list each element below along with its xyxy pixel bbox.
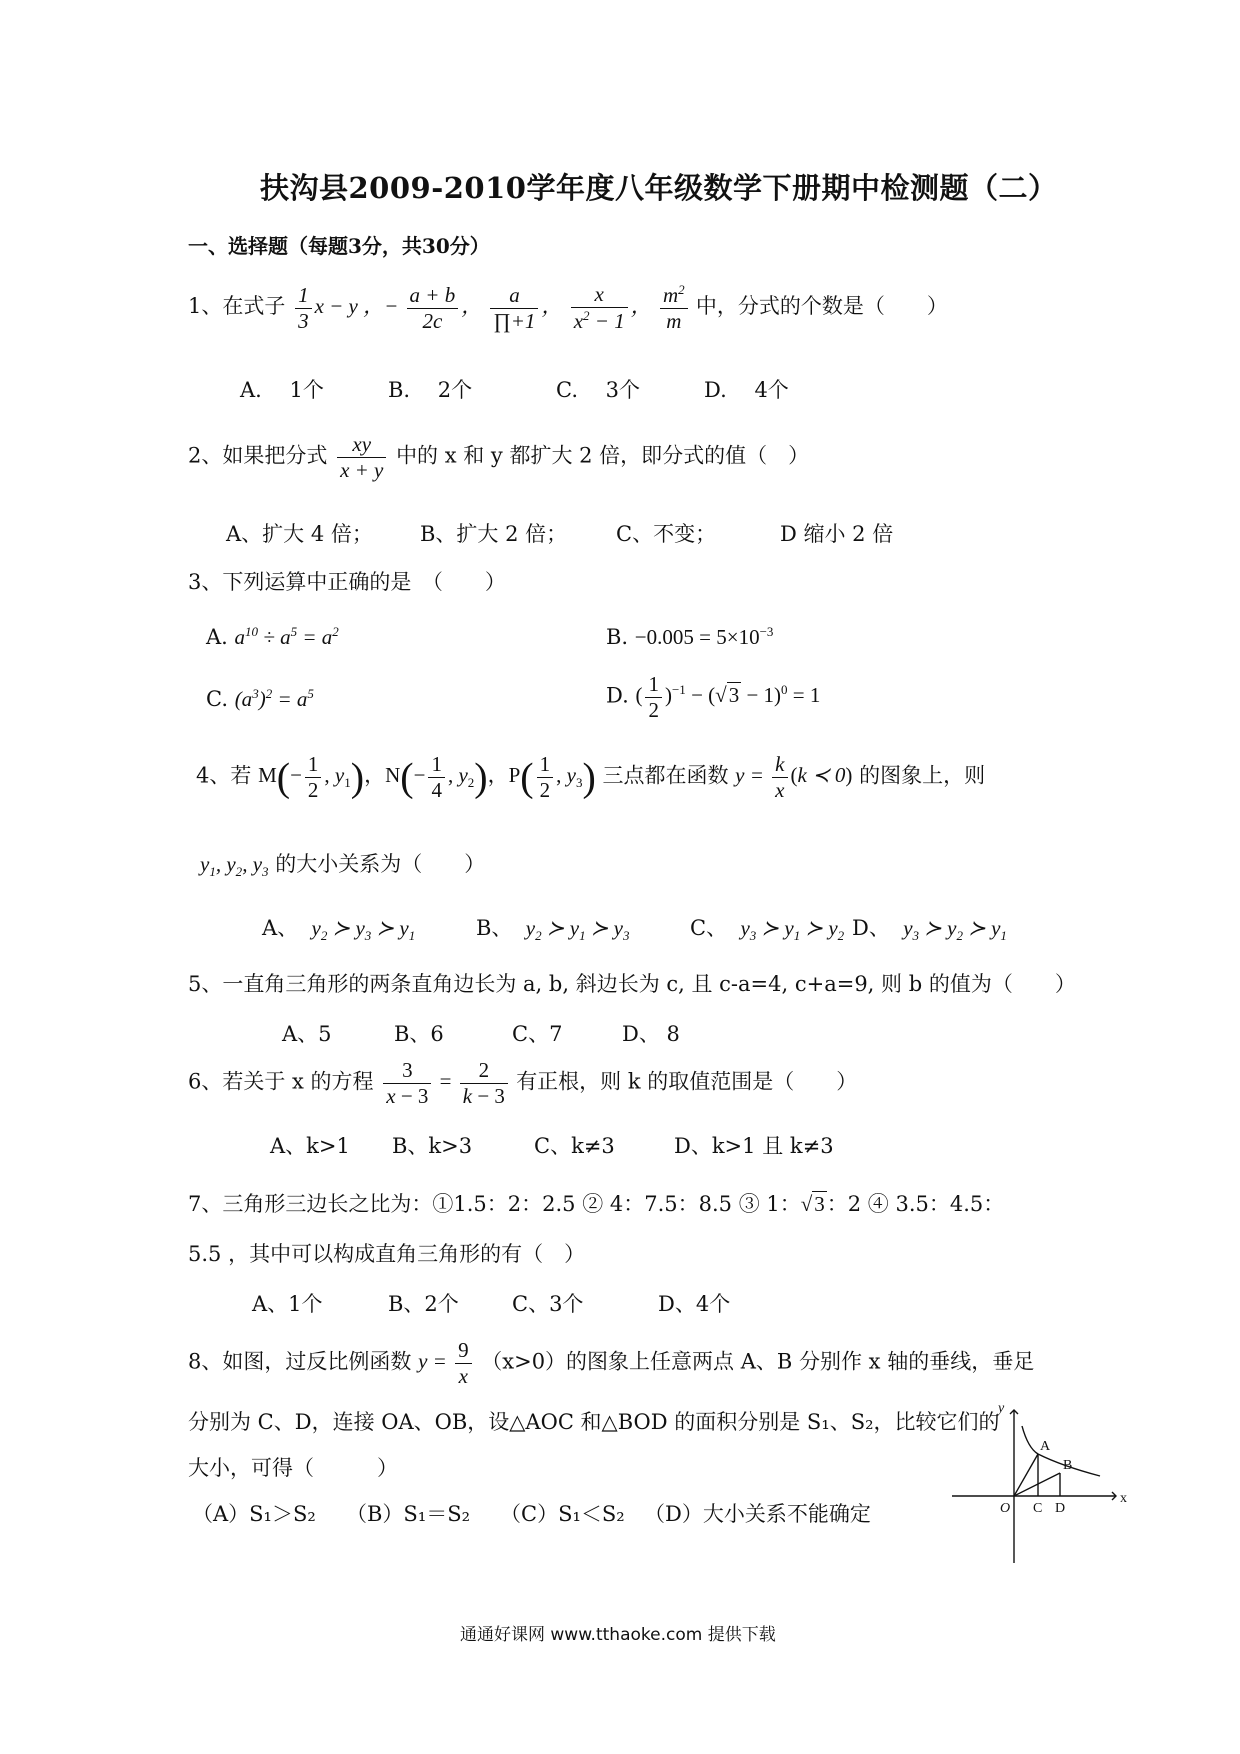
q6-tail: 有正根，则 k 的取值范围是（ ）: [516, 1069, 858, 1094]
q8-option-d: （D）大小关系不能确定: [644, 1502, 871, 1526]
q5-option-c: C、7: [512, 1022, 563, 1046]
label-y: y: [998, 1401, 1005, 1416]
q2-option-c: C、不变；: [616, 522, 717, 546]
q4-tail: 的图象上，则: [859, 763, 986, 788]
reciprocal-function-figure: [952, 1398, 1132, 1566]
question-3: 3、下列运算中正确的是 （ ）: [188, 570, 506, 594]
question-8: 8、如图，过反比例函数 y = $\frac{9}{x}$ （x>0）的图象上任意两点 A、B 分别作 x 轴的垂线，垂足: [188, 1338, 1035, 1388]
q2-option-b: B、扩大 2 倍；: [420, 522, 568, 546]
q4-line2: $y_1$, $y_2$, $y_3$ 的大小关系为（ ）: [200, 852, 486, 880]
q4-mid: 三点都在函数: [602, 763, 729, 788]
q4-option-c: C、 $y_3$ ≻ $y_1$ ≻ $y_2$: [690, 916, 845, 944]
question-5: 5、一直角三角形的两条直角边长为 a, b, 斜边长为 c, 且 c-a=4, c+a=9, 则 b 的值为（ ）: [188, 972, 1076, 996]
q3-option-a: A. $a^{10} \div a^5 = a^2$: [206, 624, 339, 649]
q3-option-b: B. $-0.005 = 5\times 10^{-3}$: [606, 624, 774, 649]
q8-lead: 8、如图，过反比例函数: [188, 1349, 412, 1374]
q6-option-c: C、k≠3: [534, 1134, 615, 1158]
q4-option-a: A、 $y_2$ ≻ $y_3$ ≻ $y_1$: [262, 916, 416, 944]
page-footer: 通通好课网 www.tthaoke.com 提供下载: [460, 1625, 776, 1645]
q7-line2: 5.5 ，其中可以构成直角三角形的有（ ）: [188, 1242, 586, 1266]
q2-tail: 中的 x 和 y 都扩大 2 倍，即分式的值（ ）: [396, 443, 810, 468]
question-2: 2、如果把分式 $\frac{xy}{x + y}$ 中的 x 和 y 都扩大 2 倍，即分式的值（ ）: [188, 432, 810, 482]
label-d: D: [1055, 1501, 1066, 1516]
q6-option-a: A、k>1: [270, 1134, 350, 1158]
hyperbola-curve: [1022, 1426, 1100, 1476]
q6-option-b: B、k>3: [392, 1134, 473, 1158]
q1-lead: 1、在式子: [188, 293, 286, 318]
q2-lead: 2、如果把分式: [188, 443, 328, 468]
question-6: 6、若关于 x 的方程 $\frac{3}{x - 3}$ = $\frac{2}{k - 3}$ 有正根，则 k 的取值范围是（ ）: [188, 1058, 858, 1108]
q2-option-d: D 缩小 2 倍: [780, 522, 894, 546]
q8-line2: 分别为 C、D，连接 OA、OB，设△AOC 和△BOD 的面积分别是 S₁、S₂，比较它们的: [188, 1410, 1000, 1434]
question-1: 1、在式子 $\frac{1}{3}$ x − y ，− $\frac{a + b}{2c}$ ， $\frac{a}{\prod+1}$ ， $\frac{x}{x^2 - 1}$ ， $\frac{m^2}{m}$ 中，分式的个数是（ ）: [188, 282, 948, 333]
q8-tail: （x>0）的图象上任意两点 A、B 分别作 x 轴的垂线，垂足: [481, 1349, 1035, 1374]
question-4: 4、若 M(− $\frac{1}{2}$ , $y_1$)，N(− $\frac{1}{4}$ , $y_2$)，P( $\frac{1}{2}$ , $y_3$) 三点都在函数 y = $\frac{k}{x}$ (k ≺ 0) 的图象上，则: [196, 752, 986, 802]
q1-option-b: B. 2个: [388, 378, 473, 402]
q7-line1a: 7、三角形三边长之比为：①1.5：2：2.5 ② 4：7.5：8.5 ③ 1：: [188, 1192, 801, 1216]
q3-option-c: C. $(a^3)^2 = a^5$: [206, 686, 314, 711]
q8-line3: 大小，可得（ ）: [188, 1456, 398, 1480]
q8-option-b: （B）S₁＝S₂: [346, 1502, 471, 1526]
q7-option-d: D、4个: [658, 1292, 731, 1316]
q1-tail: 中，分式的个数是（ ）: [695, 293, 948, 318]
q1-option-c: C. 3个: [556, 378, 641, 402]
label-o: O: [1000, 1501, 1011, 1516]
label-a: A: [1040, 1439, 1051, 1454]
q6-lead: 6、若关于 x 的方程: [188, 1069, 374, 1094]
q6-option-d: D、k>1 且 k≠3: [674, 1134, 834, 1158]
question-7: 7、三角形三边长之比为：①1.5：2：2.5 ② 4：7.5：8.5 ③ 1：√3：2 ④ 3.5：4.5：: [188, 1192, 1005, 1216]
label-c: C: [1033, 1501, 1043, 1516]
q8-option-c: （C）S₁＜S₂: [500, 1502, 625, 1526]
q7-option-c: C、3个: [512, 1292, 584, 1316]
q1-option-a: A. 1个: [240, 378, 324, 402]
q4-option-d: D、 $y_3$ ≻ $y_2$ ≻ $y_1$: [852, 916, 1007, 944]
q2-option-a: A、扩大 4 倍；: [226, 522, 373, 546]
q3-option-d: D. ( $\frac{1}{2}$ )$^{-1} - (√3 - 1)^0 = 1$: [606, 672, 821, 722]
q5-option-b: B、6: [394, 1022, 444, 1046]
section-heading: 一、选择题（每题3分，共30分）: [188, 234, 490, 258]
q8-option-a: （A）S₁＞S₂: [192, 1502, 316, 1526]
q7-line1b: ：2 ④ 3.5：4.5：: [826, 1192, 1005, 1216]
page-title: 扶沟县2009-2010学年度八年级数学下册期中检测题（二）: [260, 171, 1058, 205]
q5-option-a: A、5: [282, 1022, 332, 1046]
q7-option-a: A、1个: [252, 1292, 323, 1316]
label-b: B: [1063, 1458, 1073, 1473]
q4-lead: 4、若: [196, 763, 252, 788]
q1-option-d: D. 4个: [704, 378, 789, 402]
q5-option-d: D、 8: [622, 1022, 680, 1046]
label-x: x: [1120, 1491, 1127, 1506]
q4-option-b: B、 $y_2$ ≻ $y_1$ ≻ $y_3$: [476, 916, 630, 944]
q7-option-b: B、2个: [388, 1292, 459, 1316]
